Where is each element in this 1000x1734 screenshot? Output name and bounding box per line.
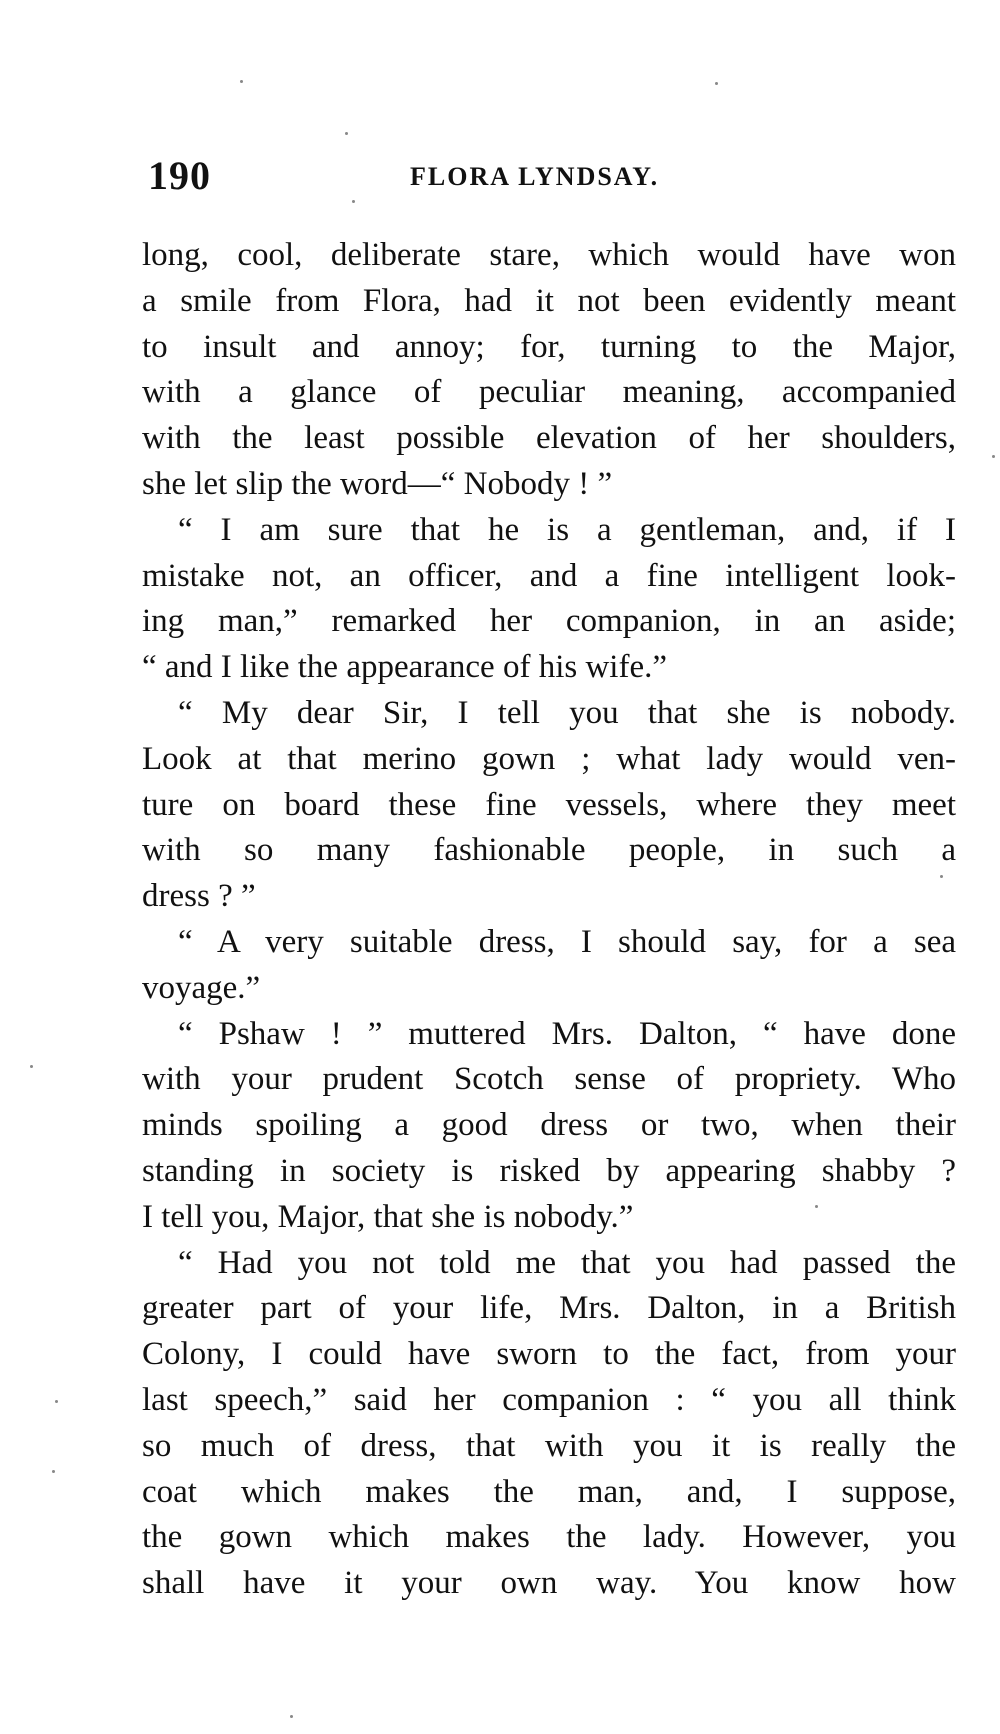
- text-line: coat which makes the man, and, I suppose,: [142, 1473, 956, 1510]
- text-line: standing in society is risked by appearing shabby ?: [142, 1152, 956, 1189]
- print-speck: [55, 1400, 58, 1403]
- print-speck: [290, 1715, 293, 1718]
- text-line: to insult and annoy; for, turning to the Major,: [142, 328, 956, 365]
- text-line: “ Pshaw ! ” muttered Mrs. Dalton, “ have done: [178, 1015, 956, 1052]
- print-speck: [30, 1065, 33, 1068]
- body-text: [142, 233, 956, 1607]
- print-speck: [240, 80, 243, 83]
- text-line: mistake not, an officer, and a fine intelligent look-: [142, 557, 956, 594]
- text-line: with so many fashionable people, in such a: [142, 832, 956, 869]
- print-speck: [352, 200, 355, 203]
- print-speck: [940, 875, 943, 878]
- text-line: “ A very suitable dress, I should say, for a sea: [178, 923, 956, 960]
- text-line: the gown which makes the lady. However, you: [142, 1519, 956, 1556]
- text-line: ing man,” remarked her companion, in an aside;: [142, 603, 956, 640]
- print-speck: [345, 132, 348, 135]
- text-line: Look at that merino gown ; what lady would ven-: [142, 740, 956, 777]
- text-line: I tell you, Major, that she is nobody.”: [142, 1198, 634, 1235]
- text-line: last speech,” said her companion : “ you all think: [142, 1381, 956, 1418]
- text-line: “ My dear Sir, I tell you that she is nobody.: [178, 694, 956, 731]
- text-line: “ I am sure that he is a gentleman, and, if I: [178, 511, 956, 548]
- text-line: minds spoiling a good dress or two, when their: [142, 1107, 956, 1144]
- text-line: shall have it your own way. You know how: [142, 1565, 956, 1602]
- text-line: “ and I like the appearance of his wife.”: [142, 649, 667, 686]
- text-line: with a glance of peculiar meaning, accompanied: [142, 374, 956, 411]
- text-line: so much of dress, that with you it is really the: [142, 1427, 956, 1464]
- text-line: dress ? ”: [142, 878, 256, 915]
- text-line: “ Had you not told me that you had passed the: [178, 1244, 956, 1281]
- running-head: [148, 152, 948, 202]
- print-speck: [715, 82, 718, 85]
- running-title: FLORA LYNDSAY.: [410, 162, 660, 191]
- text-line: with the least possible elevation of her shoulders,: [142, 420, 956, 457]
- text-line: with your prudent Scotch sense of propriety. Who: [142, 1061, 956, 1098]
- text-line: long, cool, deliberate stare, which would have won: [142, 237, 956, 273]
- page-number: 190: [148, 153, 211, 198]
- text-line: ture on board these fine vessels, where they meet: [142, 786, 956, 823]
- text-line: a smile from Flora, had it not been evidently meant: [142, 282, 956, 319]
- text-line: she let slip the word—“ Nobody ! ”: [142, 465, 613, 502]
- text-line: Colony, I could have sworn to the fact, from your: [142, 1336, 956, 1373]
- text-line: greater part of your life, Mrs. Dalton, in a British: [142, 1290, 956, 1327]
- print-speck: [52, 1470, 55, 1473]
- print-speck: [992, 455, 995, 458]
- print-speck: [815, 1205, 818, 1208]
- text-line: voyage.”: [142, 969, 261, 1006]
